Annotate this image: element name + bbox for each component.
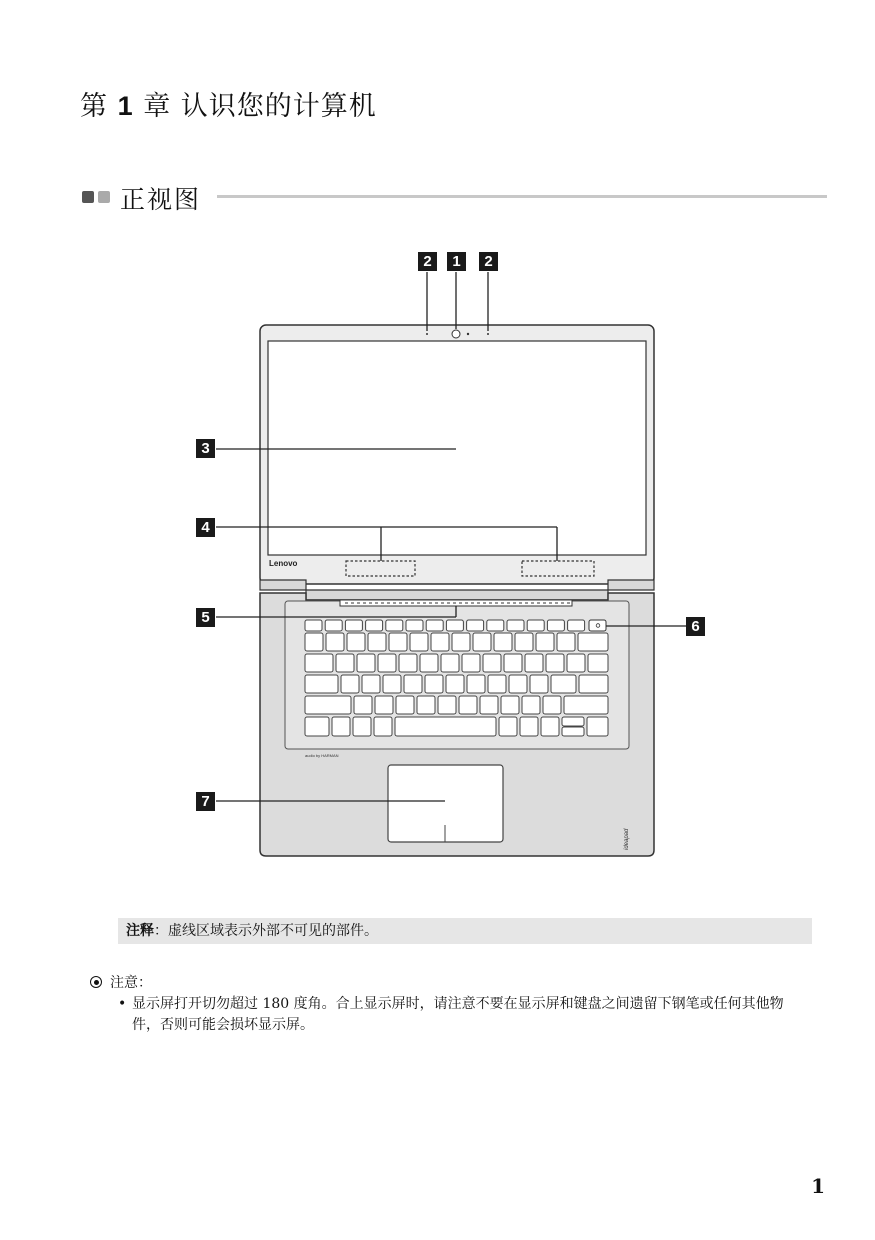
function-key xyxy=(345,620,362,631)
callout-display: 3 xyxy=(196,439,215,458)
keyboard-key xyxy=(305,654,333,672)
chapter-name: 章 认识您的计算机 xyxy=(143,91,377,122)
keyboard-key xyxy=(530,675,548,693)
keyboard-key xyxy=(499,717,517,736)
lenovo-logo: Lenovo xyxy=(269,559,298,568)
keyboard-key xyxy=(438,696,456,714)
callout-touchpad: 7 xyxy=(196,792,215,811)
function-key xyxy=(325,620,342,631)
keyboard-key xyxy=(362,675,380,693)
keyboard-key xyxy=(399,654,417,672)
callout-mic-left: 2 xyxy=(418,252,437,271)
keyboard-key xyxy=(441,654,459,672)
page-number: 1 xyxy=(811,1174,825,1198)
mic-right-icon xyxy=(487,333,489,335)
keyboard-key xyxy=(389,633,407,651)
caution-heading-text: 注意： xyxy=(110,975,152,991)
keyboard-key xyxy=(341,675,359,693)
function-key xyxy=(426,620,443,631)
keyboard-key xyxy=(357,654,375,672)
keyboard-key xyxy=(462,654,480,672)
keyboard-key xyxy=(541,717,559,736)
keyboard-key xyxy=(501,696,519,714)
keyboard-key xyxy=(305,717,329,736)
caution-bullet-text: 显示屏打开切勿超过 180 度角。合上显示屏时，请注意不要在显示屏和键盘之间遗留下钢笔或任何其他物件，否则可能会损坏显示屏。 xyxy=(132,996,784,1033)
mic-left-icon xyxy=(426,333,428,335)
keyboard-key xyxy=(417,696,435,714)
keyboard-key xyxy=(396,696,414,714)
keyboard-key xyxy=(515,633,533,651)
keyboard-key xyxy=(562,717,584,726)
keyboard-key xyxy=(546,654,564,672)
keyboard-key xyxy=(557,633,575,651)
keyboard-key xyxy=(459,696,477,714)
keyboard-key xyxy=(383,675,401,693)
display-panel xyxy=(268,341,646,555)
note-label: 注释 xyxy=(126,923,154,939)
note-text: ：虚线区域表示外部不可见的部件。 xyxy=(154,923,378,939)
keyboard-key xyxy=(543,696,561,714)
keyboard-key xyxy=(509,675,527,693)
keyboard-key xyxy=(473,633,491,651)
function-key xyxy=(487,620,504,631)
keyboard-key xyxy=(522,696,540,714)
callout-power: 6 xyxy=(686,617,705,636)
keyboard-key xyxy=(562,727,584,736)
keyboard-key xyxy=(494,633,512,651)
function-key xyxy=(547,620,564,631)
keyboard-key xyxy=(420,654,438,672)
keyboard-key xyxy=(431,633,449,651)
keyboard-key xyxy=(353,717,371,736)
keyboard-key xyxy=(551,675,576,693)
keyboard-key xyxy=(536,633,554,651)
chapter-prefix: 第 xyxy=(80,91,108,122)
keyboard-key xyxy=(587,717,608,736)
note-box xyxy=(118,918,812,944)
camera-indicator-icon xyxy=(467,333,469,335)
power-button xyxy=(589,620,606,631)
keyboard-key xyxy=(347,633,365,651)
keyboard-key xyxy=(588,654,608,672)
callout-camera: 1 xyxy=(447,252,466,271)
keyboard-key xyxy=(305,696,351,714)
keyboard-key xyxy=(410,633,428,651)
keyboard-key xyxy=(375,696,393,714)
function-key xyxy=(305,620,322,631)
keyboard-key xyxy=(467,675,485,693)
function-key xyxy=(446,620,463,631)
keyboard-key xyxy=(404,675,422,693)
keyboard-key xyxy=(305,633,323,651)
function-key xyxy=(366,620,383,631)
bullet-dot-icon: • xyxy=(118,996,127,1012)
camera-icon xyxy=(452,330,460,338)
keyboard-key xyxy=(332,717,350,736)
caution-heading xyxy=(90,972,152,992)
keyboard-key xyxy=(480,696,498,714)
keyboard-key xyxy=(525,654,543,672)
section-title: 正视图 xyxy=(120,185,202,214)
function-key xyxy=(568,620,585,631)
keyboard-key xyxy=(579,675,608,693)
keyboard-key xyxy=(488,675,506,693)
harman-logo: audio by HARMAN xyxy=(305,753,339,758)
caution-icon xyxy=(90,976,102,988)
keyboard-key xyxy=(354,696,372,714)
keyboard-key xyxy=(578,633,608,651)
keyboard-key xyxy=(374,717,392,736)
spacebar-key xyxy=(395,717,496,736)
function-key xyxy=(507,620,524,631)
callout-mic-right: 2 xyxy=(479,252,498,271)
keyboard-key xyxy=(336,654,354,672)
function-key xyxy=(386,620,403,631)
callout-antennas: 4 xyxy=(196,518,215,537)
function-key xyxy=(527,620,544,631)
keyboard-key xyxy=(483,654,501,672)
function-key xyxy=(467,620,484,631)
keyboard-key xyxy=(520,717,538,736)
keyboard-key xyxy=(504,654,522,672)
keyboard-key xyxy=(446,675,464,693)
callout-speaker: 5 xyxy=(196,608,215,627)
keyboard-key xyxy=(378,654,396,672)
keyboard-key xyxy=(305,675,338,693)
keyboard-key xyxy=(425,675,443,693)
chapter-number: 1 xyxy=(117,91,134,121)
caution-bullet xyxy=(118,994,808,1036)
keyboard-key xyxy=(564,696,608,714)
keyboard-key xyxy=(452,633,470,651)
keyboard-key xyxy=(567,654,585,672)
keyboard-key xyxy=(368,633,386,651)
function-key xyxy=(406,620,423,631)
ideapad-logo: ideapad xyxy=(624,828,630,850)
keyboard-key xyxy=(326,633,344,651)
